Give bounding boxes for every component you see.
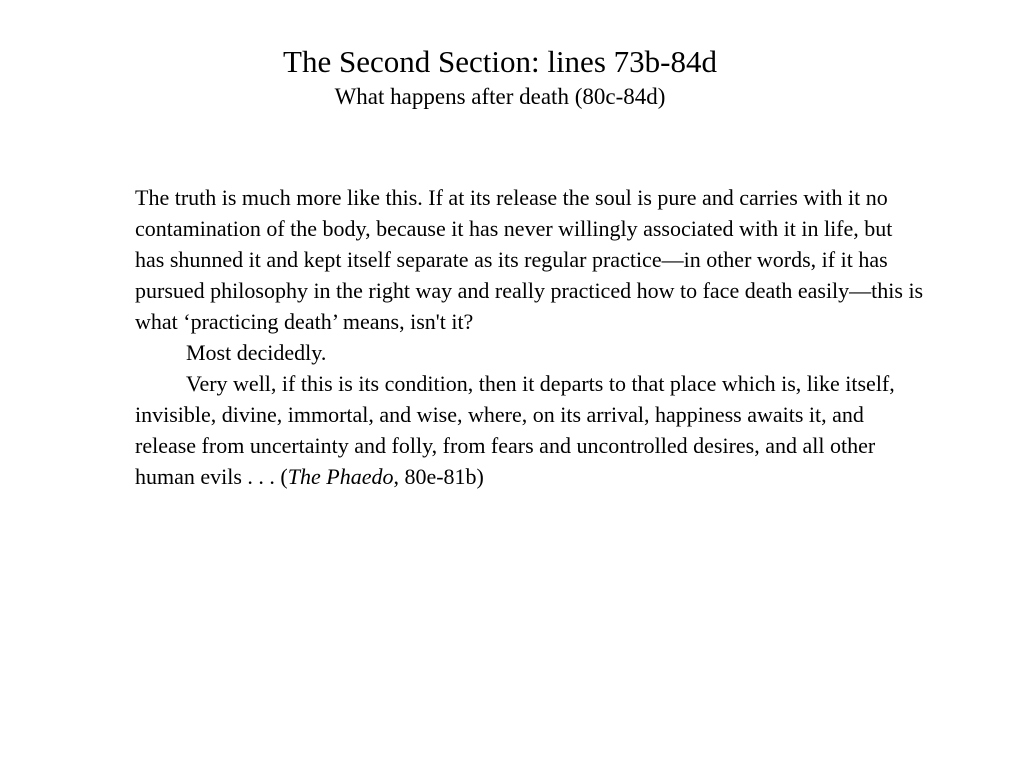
title-block [0, 42, 1000, 112]
passage-paragraph-3-text: Very well, if this is its condition, then it departs to that place which is, like itself, invisible, divine, immortal, and wise, where, on its arrival, happiness awaits it, and release from uncertainty and folly, from fears and uncontrolled desires, and all other human evils . . . ( [135, 371, 895, 489]
slide-subtitle: What happens after death (80c-84d) [334, 84, 666, 109]
passage-paragraph-2: Most decidedly. [186, 340, 327, 365]
citation-title: The Phaedo [287, 464, 394, 489]
citation-reference: , 80e-81b) [393, 464, 484, 489]
quoted-passage [135, 182, 925, 492]
passage-paragraph-1: The truth is much more like this. If at its release the soul is pure and carries with it no contamination of the body, because it has never willingly associated with it in life, but has shunned it and kept itself separate as its regular practice—in other words, if it has pursued philosophy in the right way and really practiced how to face death easily—this is what ‘practicing death’ means, isn't it? [135, 185, 924, 334]
passage-paragraph-3 [135, 368, 925, 492]
slide-title: The Second Section: lines 73b-84d [283, 44, 717, 79]
